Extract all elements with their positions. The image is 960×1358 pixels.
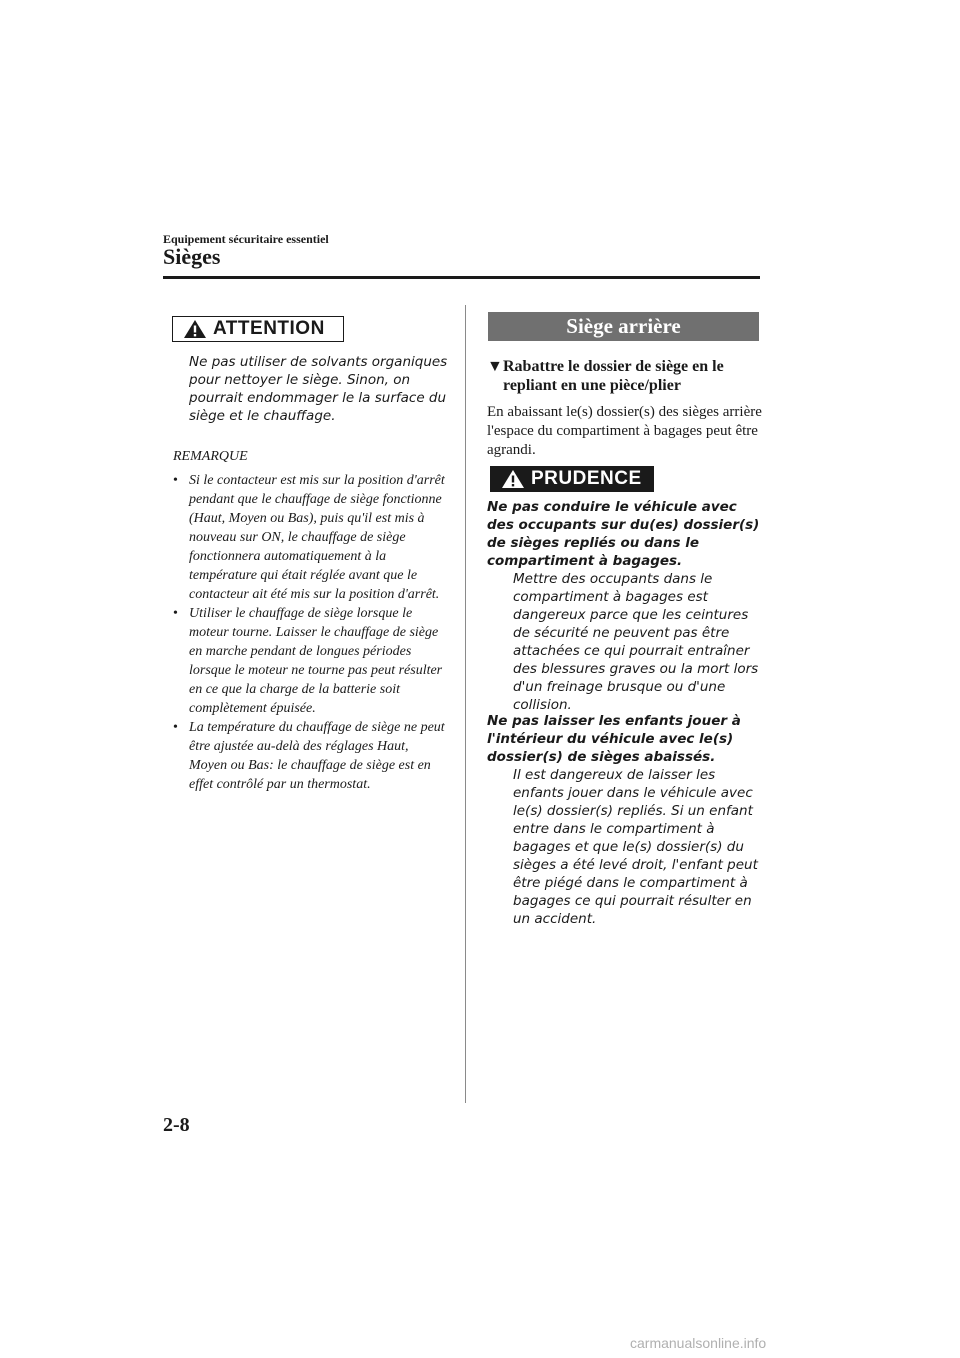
attention-text: Ne pas utiliser de solvants organiques pour nettoyer le siège. Sinon, on pourrait endommager le la surface du siège et le chauffage. — [189, 354, 448, 424]
list-item: • La température du chauffage de siège ne peut être ajustée au-delà des réglages Haut, Moyen ou Bas: le chauffage de siège est en effet contrôlé par un thermostat. — [173, 720, 445, 792]
warning-triangle-icon — [501, 469, 525, 489]
attention-label: ATTENTION — [213, 318, 325, 339]
warning-body: Mettre des occupants dans le compartiment à bagages est dangereux parce que les ceintures de sécurité ne peuvent pas être attachées ce qui pourrait entraîner des blessures graves ou la mort lors d'un freinage brusque ou d'une collision. — [513, 571, 759, 713]
list-item: • Si le contacteur est mis sur la position d'arrêt pendant que le chauffage de siège fonctionne (Haut, Moyen ou Bas), puis qu'il est mis à nouveau sur ON, le chauffage de siège fonctionnera automatiquement à la température qui était réglée avant que le contacteur ait été mis sur la position d'arrêt. — [173, 473, 445, 602]
note-list — [173, 471, 450, 794]
page-number: 2-8 — [163, 1114, 190, 1136]
column-divider — [465, 305, 466, 1103]
header-rule — [163, 276, 760, 279]
triangle-down-icon: ▼ — [487, 358, 503, 375]
list-item: • Utiliser le chauffage de siège lorsque le moteur tourne. Laisser le chauffage de siège en marche pendant de longues périodes lorsque le moteur ne tourne pas peut résulter en ce que la charge de la batterie soit complètement épuisée. — [173, 606, 443, 716]
warning-triangle-icon — [183, 319, 207, 339]
warning-heading: Ne pas laisser les enfants jouer à l'intérieur du véhicule avec le(s) dossier(s) de sièges abaissés. — [487, 713, 741, 765]
prudence-label-box — [490, 466, 654, 492]
section-title: Sièges — [163, 244, 221, 269]
note-item-text: Si le contacteur est mis sur la position d'arrêt pendant que le chauffage de siège fonctionne (Haut, Moyen ou Bas), puis qu'il est mis à nouveau sur ON, le chauffage de siège fonctionnera automatiquement à la température qui était réglée avant que le contacteur ait été mis sur la position d'arrêt. — [189, 473, 445, 602]
subheading — [487, 357, 762, 395]
subheading-line2: repliant en une pièce/plier — [503, 377, 681, 394]
warning-body: Il est dangereux de laisser les enfants jouer dans le véhicule avec le(s) dossier(s) repliés. Si un enfant entre dans le compartiment à bagages et que le(s) dossier(s) du sièges a été levé droit, l'enfant peut être piégé dans le compartiment à bagages ce qui pourrait résulter en un accident. — [513, 767, 758, 927]
body-text: En abaissant le(s) dossier(s) des sièges arrière l'espace du compartiment à bagages peut être agrandi. — [487, 404, 762, 458]
note-heading: REMARQUE — [173, 449, 248, 464]
note-item-text: Utiliser le chauffage de siège lorsque le moteur tourne. Laisser le chauffage de siège en marche pendant de longues périodes lorsque le moteur ne tourne pas peut résulter en ce que la charge de la batterie soit complètement épuisée. — [189, 606, 443, 716]
section-banner: Siège arrière — [488, 312, 759, 341]
warning-heading: Ne pas conduire le véhicule avec des occupants sur du(es) dossier(s) de sièges repliés ou dans le compartiment à bagages. — [487, 499, 760, 569]
prudence-label: PRUDENCE — [531, 468, 642, 489]
watermark: carmanualsonline.info — [630, 1335, 767, 1351]
subheading-line1: Rabattre le dossier de siège en le — [503, 358, 724, 375]
section-label: Equipement sécuritaire essentiel — [163, 232, 329, 246]
note-item-text: La température du chauffage de siège ne peut être ajustée au-delà des réglages Haut, Moyen ou Bas: le chauffage de siège est en effet contrôlé par un thermostat. — [189, 720, 445, 792]
attention-label-box — [172, 316, 344, 342]
